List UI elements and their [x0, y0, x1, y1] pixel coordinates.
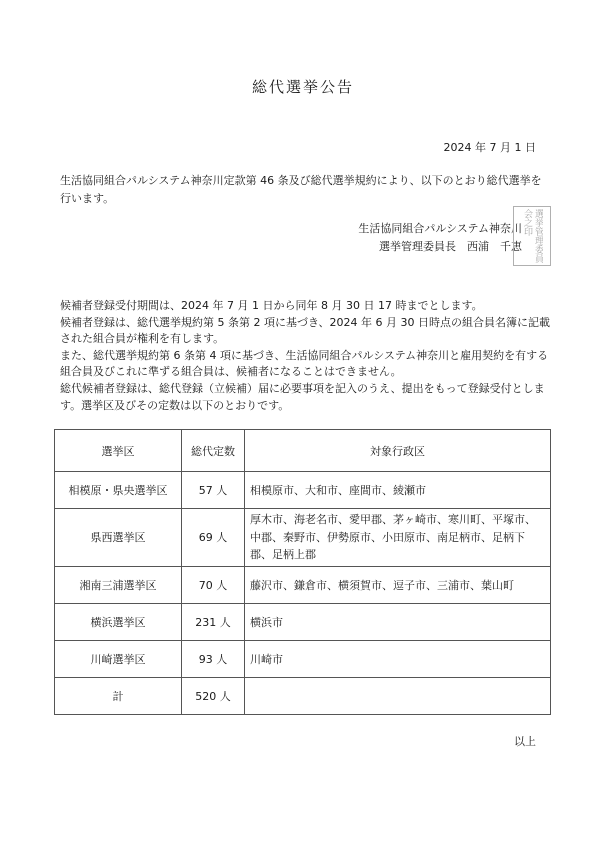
table-total-row [55, 677, 551, 714]
header-areas: 対象行政区 [245, 430, 551, 472]
paragraph-exclusion: また、総代選挙規約第 6 条第 4 項に基づき、生活協同組合パルシステム神奈川と雇用契約を有する組合員及びこれに準ずる組合員は、候補者になることはできません。 [60, 348, 549, 379]
table-row [55, 640, 551, 677]
header-seats: 総代定数 [182, 430, 245, 472]
closing-text: 以上 [514, 735, 536, 748]
total-areas-cell [245, 677, 551, 714]
table-header-row [55, 430, 551, 472]
announcement-date: 2024 年 7 月 1 日 [443, 141, 536, 154]
seats-cell: 70 人 [182, 566, 245, 603]
table-row [55, 509, 551, 567]
seats-cell: 93 人 [182, 640, 245, 677]
areas-cell: 川崎市 [245, 640, 551, 677]
page-title: 総代選挙公告 [251, 78, 354, 96]
areas-cell: 藤沢市、鎌倉市、横須賀市、逗子市、三浦市、葉山町 [245, 566, 551, 603]
signature-org: 生活協同組合パルシステム神奈川 [358, 222, 522, 235]
district-table [54, 429, 551, 715]
official-seal [513, 206, 551, 266]
seal-text: 選挙管理委員会之印 [522, 209, 543, 263]
body-paragraphs [60, 298, 552, 414]
header-district: 選挙区 [55, 430, 182, 472]
paragraph-procedure: 総代候補者登録は、総代登録（立候補）届に必要事項を記入のうえ、提出をもって登録受付とします。選挙区及びその定数は以下のとおりです。 [60, 381, 545, 412]
seats-cell: 69 人 [182, 509, 245, 567]
areas-cell: 横浜市 [245, 603, 551, 640]
paragraph-eligibility: 候補者登録は、総代選挙規約第 5 条第 2 項に基づき、2024 年 6 月 30 日時点の組合員名簿に記載された組合員が権利を有します。 [60, 315, 551, 346]
intro-paragraph: 生活協同組合パルシステム神奈川定款第 46 条及び総代選挙規約により、以下のとおり総代選挙を行います。 [60, 174, 542, 205]
paragraph-registration-period: 候補者登録受付期間は、2024 年 7 月 1 日から同年 8 月 30 日 17 時までとします。 [60, 299, 483, 312]
seats-cell: 231 人 [182, 603, 245, 640]
district-cell: 川崎選挙区 [55, 640, 182, 677]
signature-role-name: 選挙管理委員長 西浦 千恵 [379, 240, 522, 253]
district-cell: 湘南三浦選挙区 [55, 566, 182, 603]
total-seats-cell: 520 人 [182, 677, 245, 714]
table-row [55, 566, 551, 603]
signature-block [358, 220, 522, 256]
district-cell: 相模原・県央選挙区 [55, 472, 182, 509]
table-row [55, 472, 551, 509]
areas-cell: 相模原市、大和市、座間市、綾瀬市 [245, 472, 551, 509]
table-row [55, 603, 551, 640]
seats-cell: 57 人 [182, 472, 245, 509]
areas-cell: 厚木市、海老名市、愛甲郡、茅ヶ崎市、寒川町、平塚市、中郡、秦野市、伊勢原市、小田原市、南足柄市、足柄下郡、足柄上郡 [245, 509, 551, 567]
total-label-cell: 計 [55, 677, 182, 714]
district-cell: 県西選挙区 [55, 509, 182, 567]
district-cell: 横浜選挙区 [55, 603, 182, 640]
